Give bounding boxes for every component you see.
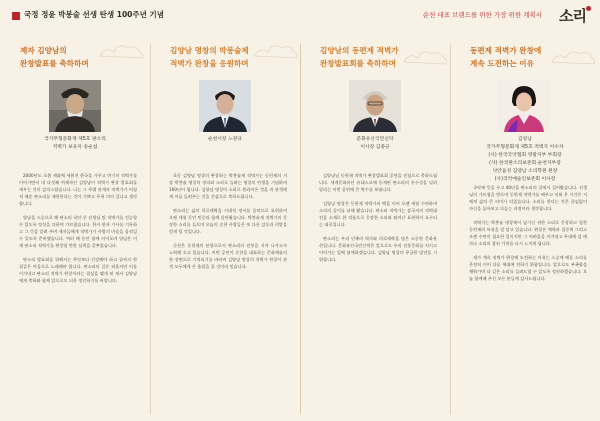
caption-line: 국가무형문화재 제5호 판소리 (44, 137, 106, 142)
header-title: 국정 정윤 박봉술 선생 탄생 100주년 기념 (24, 10, 164, 19)
brand-logo: 소리 (559, 7, 586, 25)
headline-line: 동편제 적벽가 완창에 (470, 46, 542, 55)
headline-line: 적벽가 완창을 응원하며 (170, 59, 249, 68)
body-paragraph: 초동 김양남 명창의 완창하는 박봉술제 적벽가는 동편제의 거장 박봉술 명창의 정의와 소리로 들려는 명창의 탄생을 기념하며 100년이 됩니다. 김양남 명창이 소리로 불리어온 것을 과 관객에게 이를 들려주는 것을 진심으로 축하드립니다. (169, 173, 287, 199)
caption-line: (사) 한국국악협회 영광지부 부회장 (488, 153, 562, 158)
body-paragraph: 판소리 발표회를 위해서는 무엇보다 건강해야 하고 끝까지 한결같은 마음으로 노래해야 합니다. 판소리의 길은 외롭지만 이를 이겨내고 판소리 적벽가 완창이라는 결실을 맺게 된 제자 김양남에게 축하와 함께 앞으로도 더욱 정진하기를 바랍니다. (19, 257, 137, 283)
body-paragraph: 김양남 명창은 동편제 적벽가의 맥을 이어 오랜 세월 수련하며 소리의 깊이를 더해 왔습니다. 판소리 적벽가는 삼국지의 적벽대전을 소재로 한 작품으로 웅장한 소리와 뛰어난 표현력이 요구되는 대곡입니다. (319, 201, 437, 227)
portrait-photo (199, 80, 251, 132)
body-paragraph: 김양남님 동편제 적벽가 완창발표회 공연을 진심으로 축하드립니다. 세계문화유산 유네스코에 등재된 판소리의 우수성을 널리 알리는 이번 공연에 큰 박수를 보냅니다. (319, 173, 437, 192)
header-slogan: 순천 대표 브랜드를 위한 가장 위한 계획서 (422, 11, 542, 19)
person-caption (160, 136, 290, 144)
body-paragraph: 제가 계속 적벽가 완창에 도전하는 이유는 스승께 배운 소리를 온전히 이어 다음 세대에 전하기 위함입니다. 앞으로도 부족함을 채워가며 더 깊은 소리를 들려드릴 수 있도록 정진하겠습니다. 오늘 함께해 주신 모든 분들께 감사드립니다. (469, 255, 587, 281)
portrait-photo (49, 80, 101, 132)
body-paragraph: 판소리는 우리 민족의 역사와 희로애락을 담은 소중한 문화유산입니다. 문화유산국민신탁은 앞으로도 우리 전통문화를 지키고 이어가는 일에 함께하겠습니다. 김양남 명창의 무궁한 발전을 기원합니다. (319, 236, 437, 262)
message-body (319, 172, 437, 270)
headline-line: 김양남 명창의 박봉술제 (170, 46, 249, 55)
caption-line: 적벽가 보유자 송순섭 (52, 145, 98, 150)
person-caption (10, 136, 140, 152)
person-caption (310, 136, 440, 152)
column-headline (20, 44, 140, 70)
header-badge (12, 12, 20, 20)
message-body (19, 172, 137, 291)
message-column-2 (150, 36, 300, 421)
portrait-photo (349, 80, 401, 132)
logo-dot (586, 6, 591, 11)
body-paragraph: 양남을 스승으로 해 판소리 낙안 중 선생님 및 적벽가를 전승할 수 있도록 정성을 다하여 가르쳤습니다. 한자 한자 가사를 기록하고 그 뜻을 알려 주며 제자들에게 적벽가가 사람의 마음을 움직일 수 있도록 준비했습니다. 여러 해 동안 함께 이어오며 양남은 이제 판소리 적벽가를 완창할 만한 실력을 갖추었습니다. (19, 215, 137, 248)
column-headline (470, 44, 590, 70)
column-headline (320, 44, 440, 70)
message-body (169, 172, 287, 277)
page-header (0, 0, 600, 36)
caption-line: 김양남 (518, 137, 532, 142)
body-paragraph: 국악에 뜻을 두고 40년을 판소리의 길에서 걸어왔습니다. 선생님의 가르침을 받으며 동편제 적벽가를 배우고 익혀 온 시간은 저에게 삶의 큰 의미가 되었습니다. 소리를 한다는 것은 끊임없이 자신을 돌아보고 다듬는 과정이라 생각합니다. (469, 185, 587, 211)
caption-line: (사)국악예술인보존회 이사장 (494, 177, 556, 182)
caption-line: (사) 한국판소리보존회 순천지부장 (489, 161, 561, 166)
message-column-3 (300, 36, 450, 421)
headline-line: 제자 김양남의 (20, 46, 67, 55)
body-paragraph: 적벽가는 박봉술 명창께서 남기신 귀한 소리로 웅장하고 힘찬 동편제의 특징을 잘 담고 있습니다. 완창은 체력과 집중력 그리고 오랜 수련이 필요한 일이지만 그 어려움을 이겨내고 무대에 설 때마다 소리의 참된 가치를 다시 느끼게 됩니다. (469, 220, 587, 246)
body-paragraph: 판소리는 삶의 희로애락을 시대적 정서를 음악으로 표현하며 오랜 세월 동안 민중과 함께 살아왔습니다. 박봉술제 적벽가의 웅장한 소리를 들으며 오늘의 순천 사람들은 또 다른 감동과 희망을 얻게 될 것입니다. (169, 208, 287, 234)
body-paragraph: 순천은 동편제의 본향으로서 판소리의 전통을 지켜 나가고자 노력해 오고 있습니다. 이번 공연이 순천을 대표하는 문화예술의 한 장면으로 기억되기를 바라며 김양남 명창의 적벽가 완창이 관객 모두에게 큰 울림을 줄 것이라 믿습니다. (169, 243, 287, 269)
person-caption (460, 136, 590, 184)
headline-line: 완창발표회를 축하하며 (320, 59, 396, 68)
column-headline (170, 44, 290, 70)
caption-line: 순천시장 노관규 (208, 137, 242, 142)
message-column-4 (450, 36, 600, 421)
message-column-1 (0, 36, 150, 421)
caption-line: 이사장 김종규 (360, 145, 390, 150)
message-body (469, 184, 587, 289)
body-paragraph: 2000년도 초봄 제화에 세워진 한국을 가꾸고 반기지 적벽가를 이어가면서 내 다섯째 여제자인 김양남이 적벽가 완창 발표회를 세우는 것이 감격스럽습니다. 나는 그 무렵 관계자 적벽가가 어릴 적 배운 판소리를 재현한다는 것이 기쁘고 무척 의미 깊다고 생각합니다. (19, 173, 137, 206)
portrait-photo (498, 80, 550, 132)
caption-line: 낙안읍성 김양남 소리학원 원장 (492, 169, 558, 174)
caption-line: 문화유산국민신탁 (356, 137, 394, 142)
headline-line: 완창발표를 축하하며 (20, 59, 89, 68)
headline-line: 김양남의 동편제 적벽가 (320, 46, 399, 55)
headline-line: 계속 도전하는 이유 (470, 59, 534, 68)
caption-line: 국가무형문화재 제5호 적벽가 이수자 (486, 145, 564, 150)
